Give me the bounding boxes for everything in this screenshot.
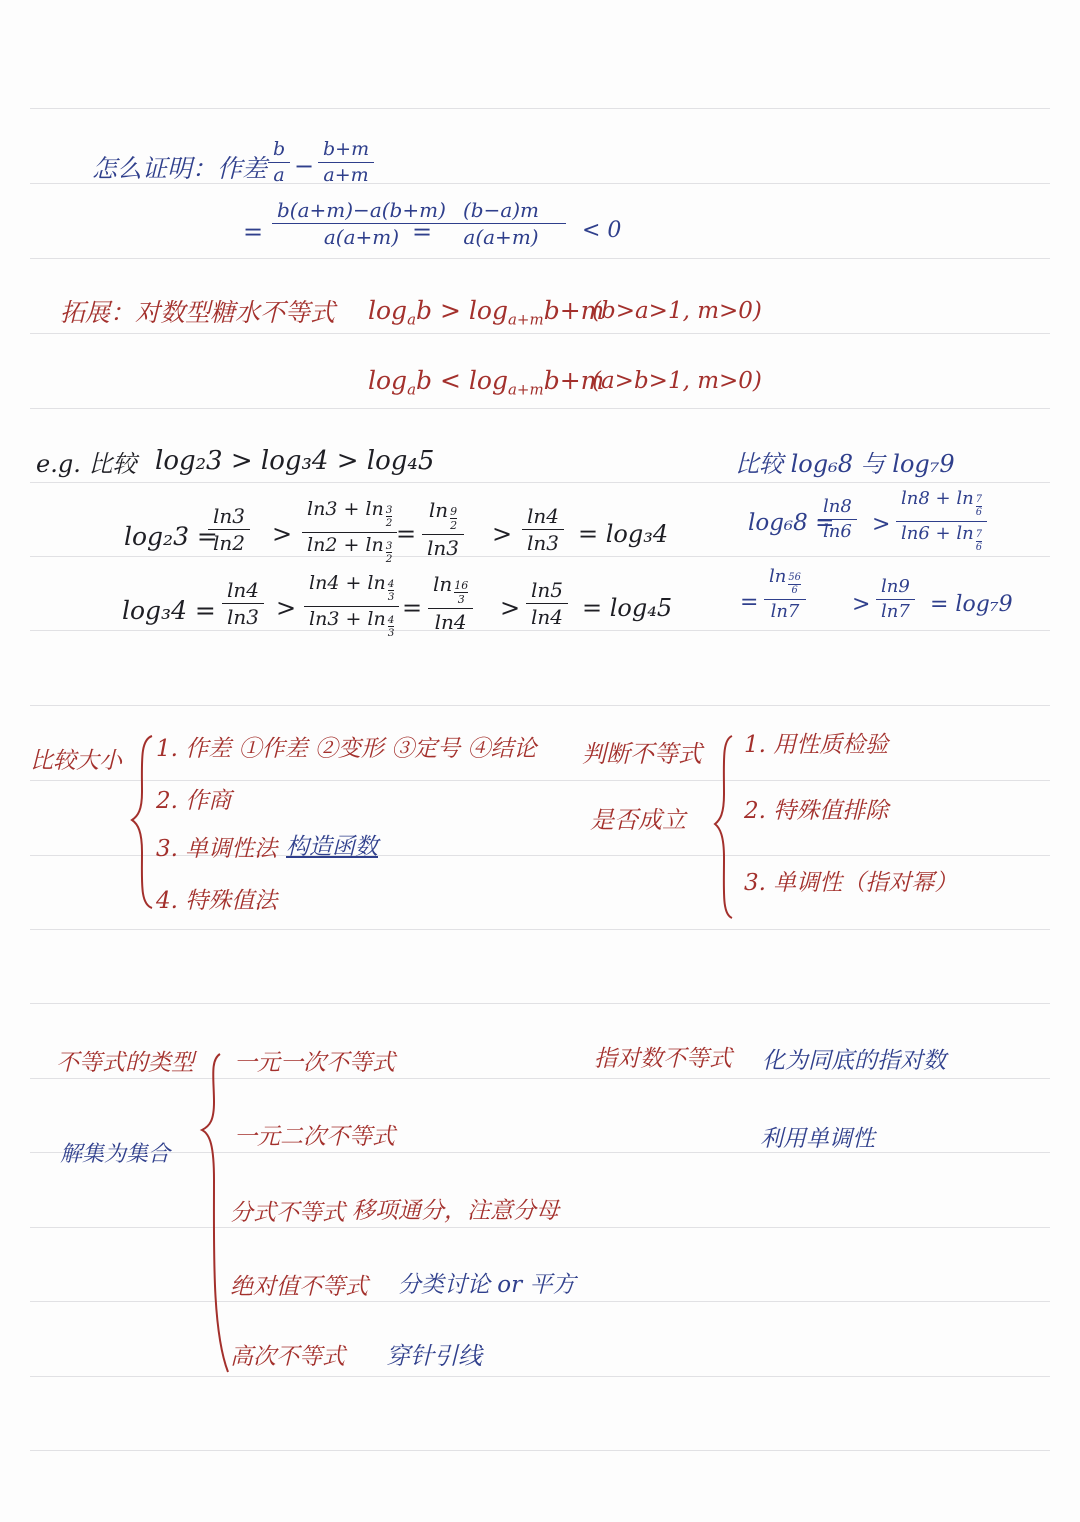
extension-condition-2: (a>b>1, m>0) <box>592 368 762 394</box>
row2-rhs: = log₄5 <box>582 594 673 622</box>
row1-frac-b: ln3 + ln $\frac{3}{2}$ ln2 + ln $\frac{3}{2}$ <box>302 500 397 565</box>
ruled-line <box>30 408 1050 409</box>
row2-frac-c: ln $\frac{16}{3}$ ln4 <box>428 574 473 632</box>
compare-side-gt-2: > <box>852 592 871 617</box>
methods-item-3: 3. 单调性法 <box>156 836 278 862</box>
methods-item-3-note: 构造函数 <box>286 834 378 860</box>
types-item-3-note: 移项通分，注意分母 <box>352 1198 559 1224</box>
ruled-line <box>30 630 1050 631</box>
ruled-line <box>30 333 1050 334</box>
row2-lhs: log₃4 = <box>122 596 216 625</box>
extension-label: 拓展：对数型糖水不等式 <box>60 298 336 327</box>
proof-fraction-b-over-a: b a <box>268 140 290 185</box>
row2-frac-b: ln4 + ln $\frac{4}{3}$ ln3 + ln $\frac{4}{3}$ <box>304 574 399 639</box>
types-item-5-note: 穿针引线 <box>386 1342 482 1370</box>
extension-condition-1: (b>a>1, m>0) <box>592 298 762 324</box>
example-chain: log₂3 > log₃4 > log₄5 <box>155 446 435 476</box>
ruled-line <box>30 1078 1050 1079</box>
types-item-1: 一元一次不等式 <box>234 1050 395 1076</box>
types-brace-icon <box>198 1050 234 1380</box>
compare-side-lhs: log₆8 = <box>748 510 835 536</box>
judge-item-2: 2. 特殊值排除 <box>744 798 889 824</box>
methods-item-1: 1. 作差 ①作差 ②变形 ③定号 ④结论 <box>156 736 537 762</box>
expo-log-item-2: 利用单调性 <box>760 1126 875 1152</box>
proof-less-than-zero: < 0 <box>582 218 622 243</box>
ruled-line <box>30 1227 1050 1228</box>
row1-lhs: log₂3 = <box>124 522 218 551</box>
judge-item-1: 1. 用性质检验 <box>744 732 889 758</box>
extension-inequality-2: $\log_ab < \log_{a+m}b+m$ <box>368 366 605 399</box>
row2-eq: = <box>402 594 423 622</box>
row2-frac-d: ln5 ln4 <box>526 580 568 627</box>
row2-gt-1: > <box>276 594 297 622</box>
ruled-line <box>30 705 1050 706</box>
row1-gt-2: > <box>492 520 513 548</box>
proof-equals-1: = <box>243 218 264 246</box>
extension-inequality-1: $\log_ab > \log_{a+m}b+m$ <box>368 296 605 329</box>
compare-side-frac-a: ln8 ln6 <box>818 498 857 541</box>
compare-side-header: 比较 log₆8 与 log₇9 <box>735 450 955 478</box>
ruled-line <box>30 1450 1050 1451</box>
example-header: e.g. 比较 <box>36 450 137 478</box>
judge-title-2: 是否成立 <box>590 806 686 834</box>
row1-frac-d: ln4 ln3 <box>522 506 564 553</box>
row1-frac-c: ln $\frac{9}{2}$ ln3 <box>422 500 464 558</box>
methods-title: 比较大小 <box>30 748 122 774</box>
types-subtitle: 解集为集合 <box>60 1142 171 1167</box>
judge-title-1: 判断不等式 <box>582 740 702 768</box>
methods-item-4: 4. 特殊值法 <box>156 888 278 914</box>
ruled-line <box>30 556 1050 557</box>
proof-fraction-bm-over-am: b+m a+m <box>318 140 374 185</box>
judge-brace-icon <box>712 732 738 922</box>
methods-brace-icon <box>128 732 158 912</box>
proof-fraction-expanded: b(a+m)−a(b+m) a(a+m) <box>272 200 451 247</box>
types-item-4: 绝对值不等式 <box>230 1274 368 1300</box>
compare-side-frac-c: ln $\frac{56}{6}$ ln7 <box>764 568 806 621</box>
types-item-2: 一元二次不等式 <box>234 1124 395 1150</box>
compare-side-frac-b: ln8 + ln $\frac{7}{6}$ ln6 + ln $\frac{7}{6}$ <box>896 490 987 553</box>
ruled-line <box>30 1152 1050 1153</box>
types-item-3: 分式不等式 <box>230 1200 345 1226</box>
compare-side-eq: = <box>740 590 759 615</box>
ruled-line <box>30 258 1050 259</box>
proof-equals-2: = <box>412 218 433 246</box>
proof-minus: − <box>294 152 315 180</box>
ruled-line <box>30 1376 1050 1377</box>
compare-side-frac-d: ln9 ln7 <box>876 578 915 621</box>
row1-rhs: = log₃4 <box>578 520 669 548</box>
ruled-line <box>30 1301 1050 1302</box>
row2-frac-a: ln4 ln3 <box>222 580 264 627</box>
row2-gt-2: > <box>500 594 521 622</box>
ruled-line <box>30 482 1050 483</box>
ruled-line <box>30 929 1050 930</box>
types-item-4-note: 分类讨论 or 平方 <box>398 1272 576 1298</box>
judge-item-3: 3. 单调性（指对幂） <box>744 870 958 896</box>
compare-side-gt: > <box>872 512 891 537</box>
ruled-line <box>30 1003 1050 1004</box>
ruled-line <box>30 780 1050 781</box>
types-item-5: 高次不等式 <box>230 1344 345 1370</box>
proof-label: 怎么证明：作差 <box>92 154 268 183</box>
ruled-line <box>30 183 1050 184</box>
expo-log-title: 指对数不等式 <box>594 1046 732 1072</box>
types-title: 不等式的类型 <box>56 1050 194 1076</box>
row1-frac-a: ln3 ln2 <box>208 506 250 553</box>
methods-item-2: 2. 作商 <box>156 788 232 814</box>
expo-log-item-1: 化为同底的指对数 <box>762 1048 946 1074</box>
compare-side-rhs: = log₇9 <box>930 592 1013 617</box>
row1-gt-1: > <box>272 520 293 548</box>
row1-eq: = <box>396 520 417 548</box>
ruled-line <box>30 108 1050 109</box>
proof-fraction-simplified: (b−a)m a(a+m) <box>436 200 566 247</box>
